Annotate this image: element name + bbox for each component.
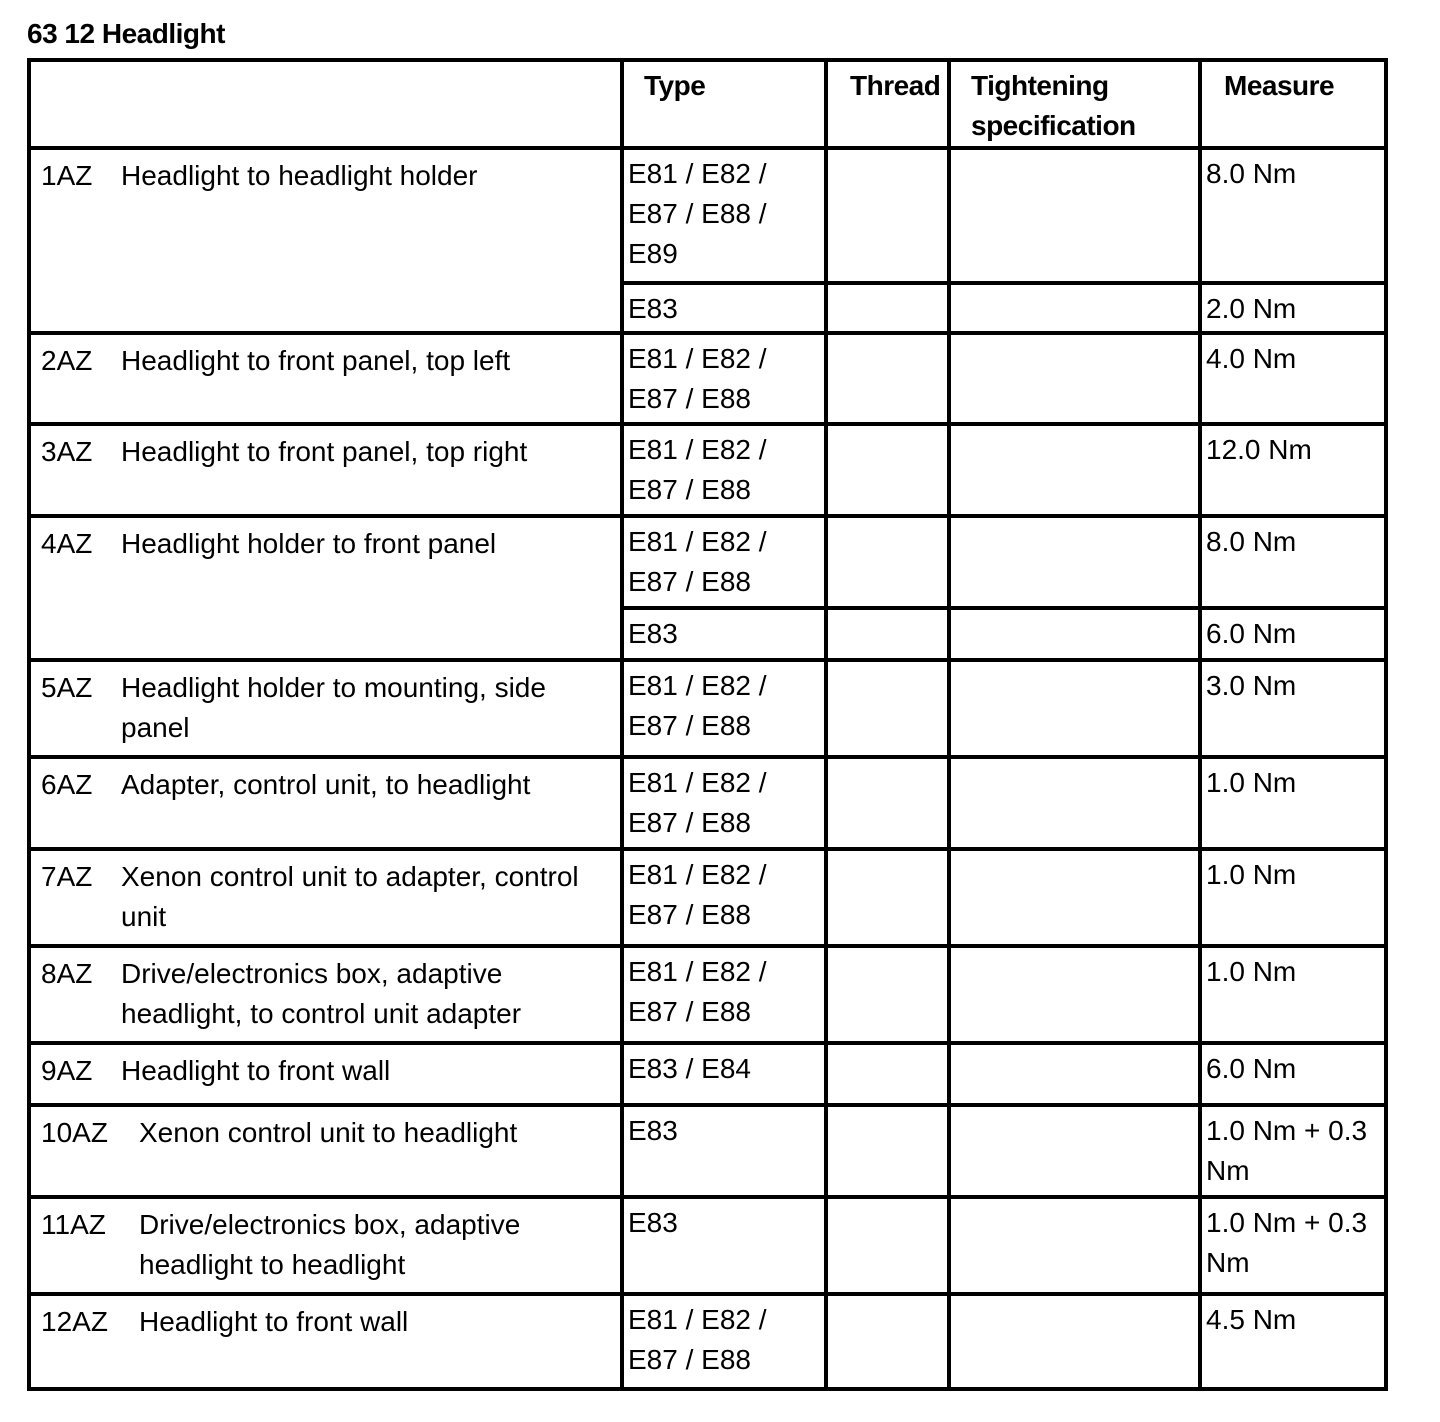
measure-cell: 4.5 Nm	[1200, 1294, 1386, 1389]
item-cell	[29, 1197, 622, 1294]
thread-cell	[826, 660, 949, 757]
measure-cell: 8.0 Nm	[1200, 148, 1386, 283]
item-desc	[31, 1296, 620, 1342]
type-cell: E81 / E82 / E87 / E88	[622, 757, 826, 849]
measure-cell: 3.0 Nm	[1200, 660, 1386, 757]
item-cell	[29, 1294, 622, 1389]
thread-cell	[826, 148, 949, 283]
measure-cell: 2.0 Nm	[1200, 283, 1386, 333]
table-row	[29, 757, 1386, 849]
item-code: 3AZ	[41, 436, 93, 467]
spec-cell	[949, 608, 1200, 660]
type-cell: E83	[622, 1197, 826, 1294]
item-description: Drive/electronics box, adaptive headlight, to control unit adapter	[121, 958, 522, 1029]
item-desc	[31, 1199, 620, 1285]
item-description: Headlight holder to mounting, side panel	[121, 672, 546, 743]
type-cell: E81 / E82 / E87 / E88	[622, 660, 826, 757]
thread-cell	[826, 424, 949, 516]
header-item	[29, 60, 622, 148]
spec-cell	[949, 148, 1200, 283]
table-row	[29, 333, 1386, 424]
item-code: 5AZ	[41, 672, 93, 703]
header-type: Type	[622, 60, 826, 148]
type-cell: E81 / E82 / E87 / E88	[622, 516, 826, 608]
spec-cell	[949, 757, 1200, 849]
item-cell	[29, 333, 622, 424]
spec-cell	[949, 1043, 1200, 1105]
item-code: 11AZ	[41, 1209, 106, 1240]
measure-cell: 12.0 Nm	[1200, 424, 1386, 516]
item-description: Headlight to headlight holder	[121, 160, 478, 191]
spec-cell	[949, 516, 1200, 608]
table-row	[29, 1197, 1386, 1294]
torque-table	[27, 58, 1388, 1391]
thread-cell	[826, 1197, 949, 1294]
item-desc	[31, 1107, 620, 1153]
item-description: Xenon control unit to adapter, control unit	[121, 861, 579, 932]
item-cell	[29, 1105, 622, 1197]
item-description: Adapter, control unit, to headlight	[121, 769, 531, 800]
type-cell: E81 / E82 / E87 / E88	[622, 424, 826, 516]
measure-cell: 6.0 Nm	[1200, 1043, 1386, 1105]
type-cell: E81 / E82 / E87 / E88	[622, 849, 826, 946]
spec-cell	[949, 1105, 1200, 1197]
item-desc	[31, 335, 620, 381]
item-cell	[29, 1043, 622, 1105]
spec-cell	[949, 1197, 1200, 1294]
item-cell	[29, 660, 622, 757]
table-row	[29, 1294, 1386, 1389]
thread-cell	[826, 1105, 949, 1197]
measure-cell: 1.0 Nm + 0.3 Nm	[1200, 1105, 1386, 1197]
item-code: 6AZ	[41, 769, 93, 800]
spec-cell	[949, 946, 1200, 1043]
item-code: 10AZ	[41, 1117, 108, 1148]
item-description: Drive/electronics box, adaptive headlight to headlight	[139, 1209, 521, 1280]
measure-cell: 1.0 Nm	[1200, 757, 1386, 849]
spec-cell	[949, 849, 1200, 946]
type-cell: E83 / E84	[622, 1043, 826, 1105]
type-cell: E81 / E82 / E87 / E88	[622, 1294, 826, 1389]
spec-cell	[949, 283, 1200, 333]
item-code: 12AZ	[41, 1306, 108, 1337]
page-title: 63 12 Headlight	[27, 18, 225, 49]
item-desc	[31, 759, 620, 805]
table-row	[29, 1043, 1386, 1105]
item-code: 7AZ	[41, 861, 93, 892]
item-desc	[31, 518, 620, 564]
thread-cell	[826, 283, 949, 333]
spec-cell	[949, 660, 1200, 757]
item-code: 2AZ	[41, 345, 93, 376]
spec-cell	[949, 424, 1200, 516]
thread-cell	[826, 849, 949, 946]
measure-cell: 8.0 Nm	[1200, 516, 1386, 608]
table-row	[29, 660, 1386, 757]
table-row	[29, 1105, 1386, 1197]
thread-cell	[826, 333, 949, 424]
type-cell: E83	[622, 608, 826, 660]
thread-cell	[826, 757, 949, 849]
item-description: Headlight to front wall	[139, 1306, 409, 1337]
item-desc	[31, 1045, 620, 1091]
thread-cell	[826, 1043, 949, 1105]
header-measure: Measure	[1200, 60, 1386, 148]
table-row	[29, 516, 1386, 608]
thread-cell	[826, 946, 949, 1043]
type-cell: E81 / E82 / E87 / E88 / E89	[622, 148, 826, 283]
table-row	[29, 424, 1386, 516]
thread-cell	[826, 516, 949, 608]
spec-cell	[949, 1294, 1200, 1389]
item-cell	[29, 849, 622, 946]
measure-cell: 6.0 Nm	[1200, 608, 1386, 660]
item-desc	[31, 851, 620, 937]
header-thread: Thread	[826, 60, 949, 148]
item-cell	[29, 757, 622, 849]
item-desc	[31, 948, 620, 1034]
thread-cell	[826, 608, 949, 660]
measure-cell: 1.0 Nm	[1200, 946, 1386, 1043]
type-cell: E83	[622, 283, 826, 333]
measure-cell: 4.0 Nm	[1200, 333, 1386, 424]
measure-cell: 1.0 Nm + 0.3 Nm	[1200, 1197, 1386, 1294]
item-description: Headlight to front panel, top left	[121, 345, 511, 376]
type-cell: E83	[622, 1105, 826, 1197]
table-row	[29, 849, 1386, 946]
item-code: 4AZ	[41, 528, 93, 559]
table-row	[29, 148, 1386, 283]
item-cell	[29, 148, 622, 333]
type-cell: E81 / E82 / E87 / E88	[622, 333, 826, 424]
item-desc	[31, 662, 620, 748]
item-code: 8AZ	[41, 958, 93, 989]
measure-cell: 1.0 Nm	[1200, 849, 1386, 946]
item-code: 9AZ	[41, 1055, 93, 1086]
item-description: Headlight to front wall	[121, 1055, 391, 1086]
item-description: Xenon control unit to headlight	[139, 1117, 518, 1148]
header-row	[29, 60, 1386, 148]
spec-cell	[949, 333, 1200, 424]
type-cell: E81 / E82 / E87 / E88	[622, 946, 826, 1043]
item-cell	[29, 946, 622, 1043]
thread-cell	[826, 1294, 949, 1389]
item-description: Headlight holder to front panel	[121, 528, 497, 559]
item-desc	[31, 150, 620, 196]
item-cell	[29, 516, 622, 660]
item-desc	[31, 426, 620, 472]
item-code: 1AZ	[41, 160, 93, 191]
item-cell	[29, 424, 622, 516]
item-description: Headlight to front panel, top right	[121, 436, 528, 467]
table-row	[29, 946, 1386, 1043]
header-spec: Tightening specification	[949, 60, 1200, 148]
